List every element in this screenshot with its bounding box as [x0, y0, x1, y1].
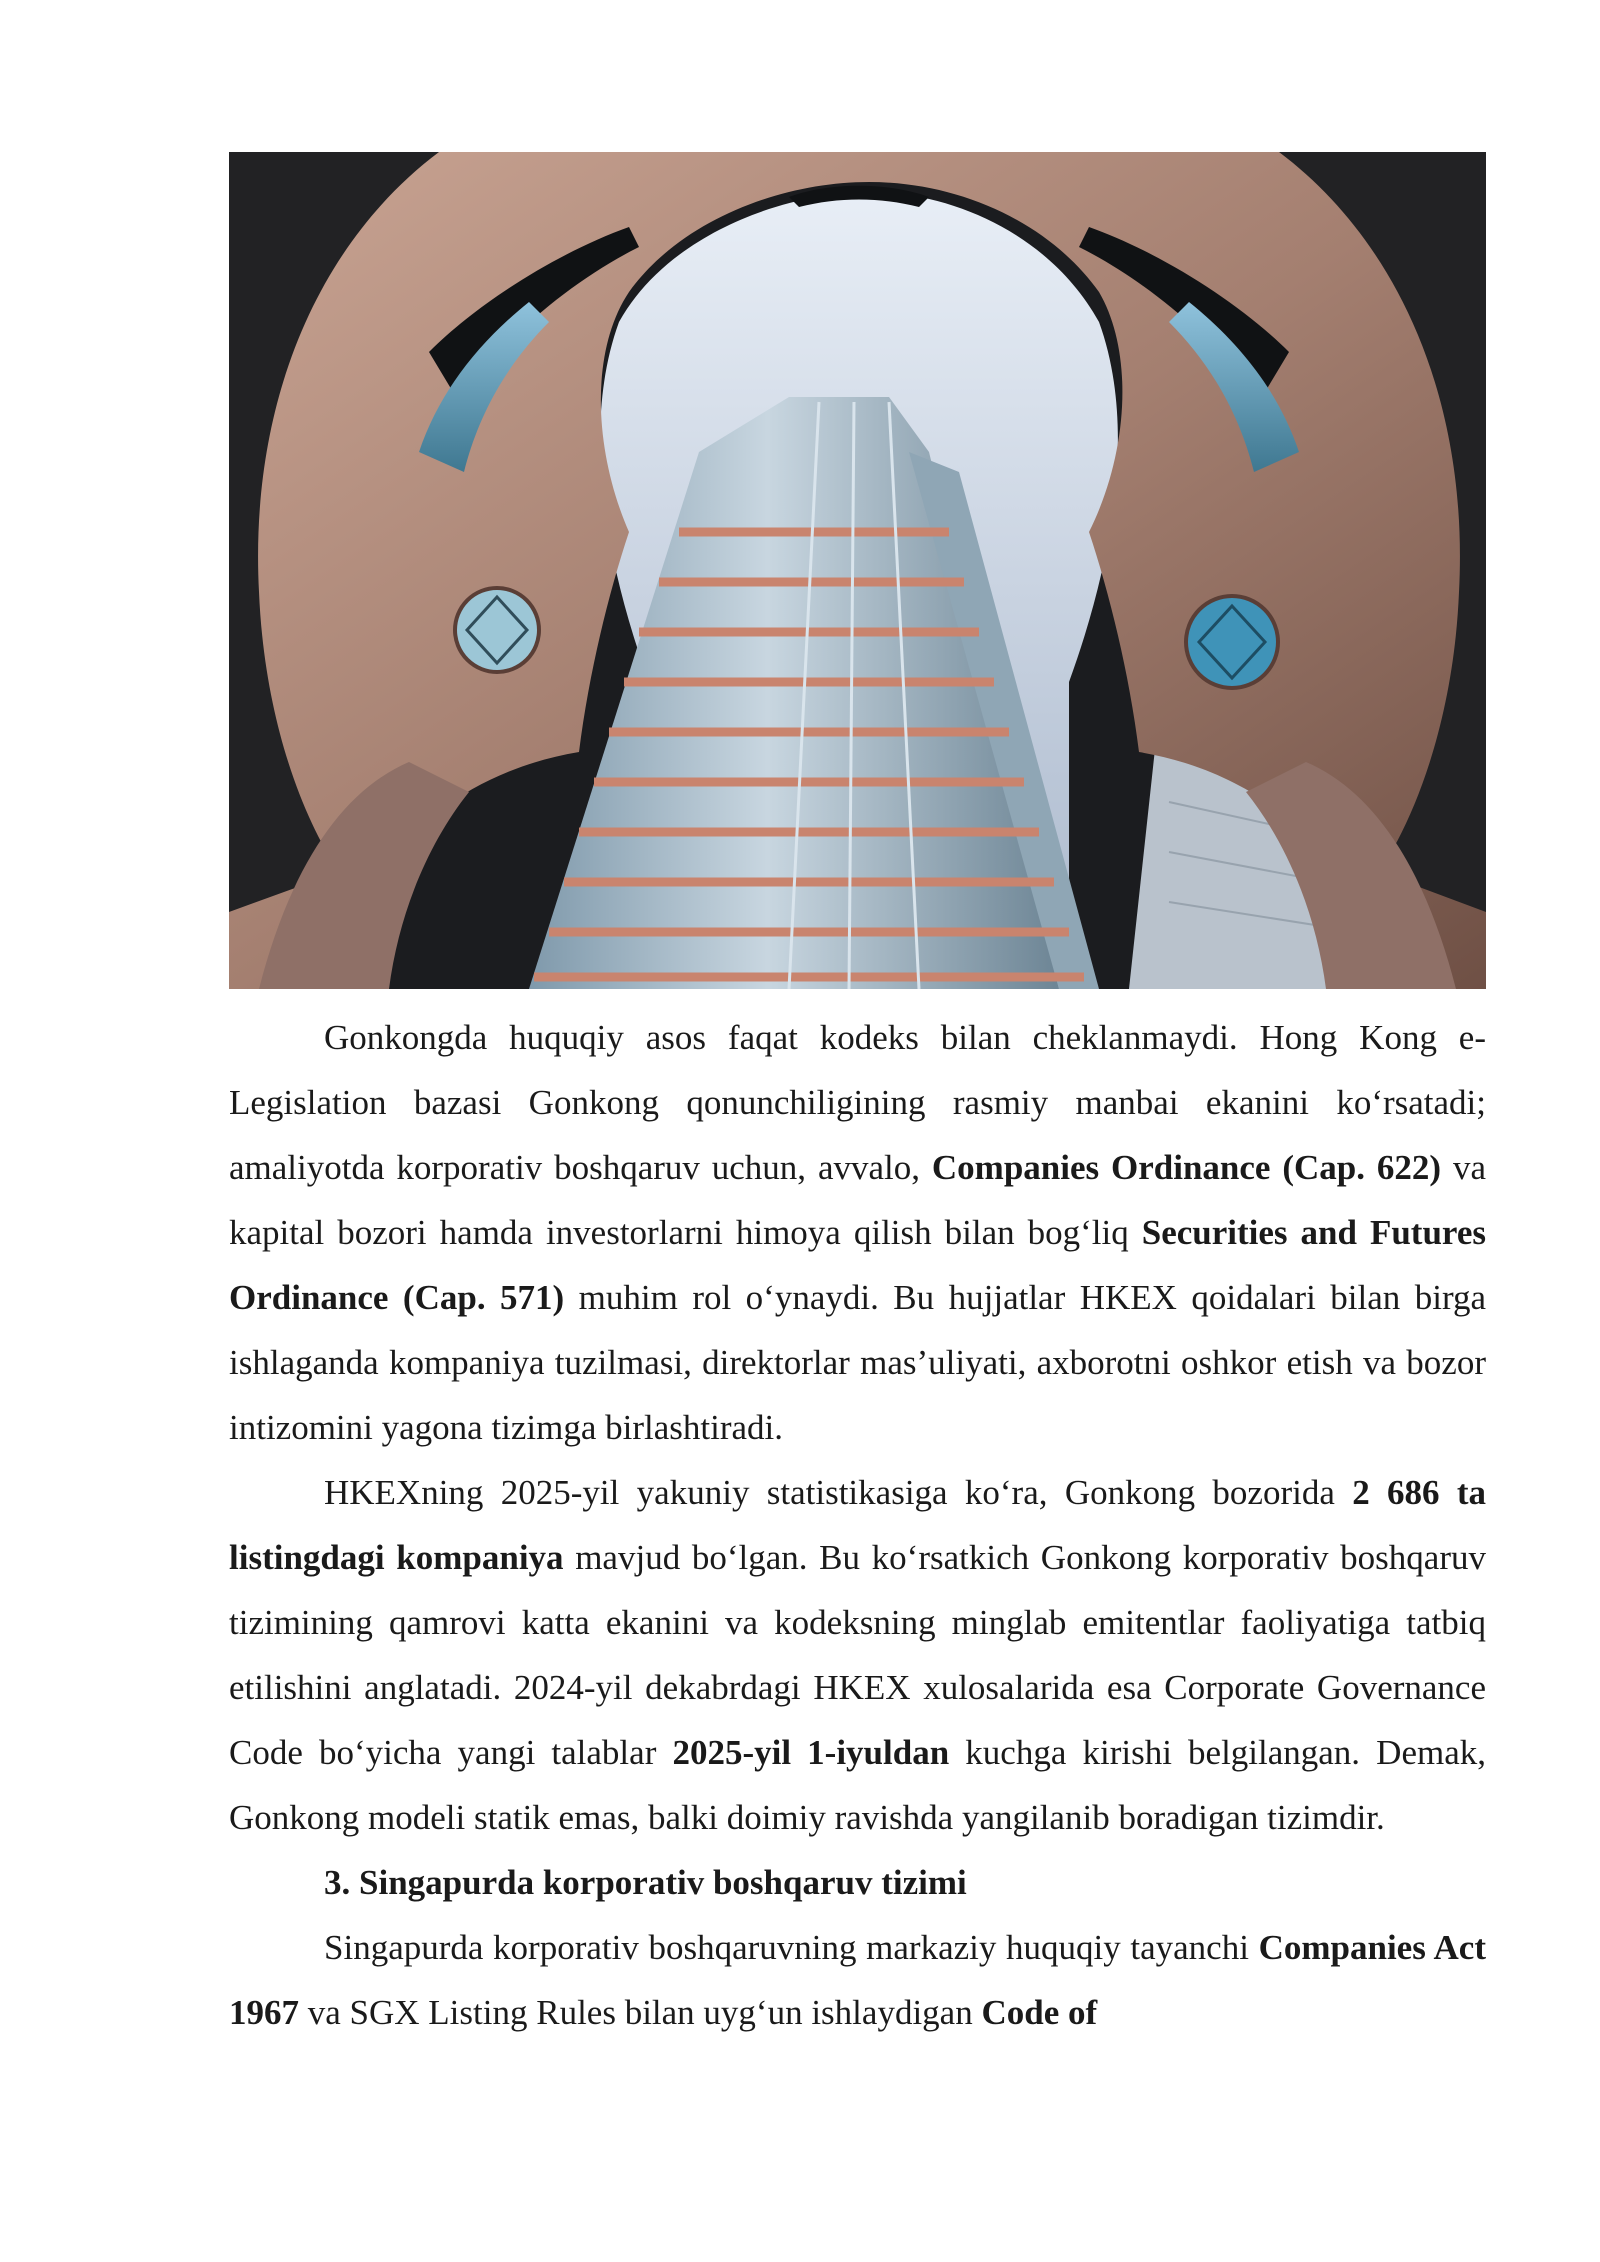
- section-heading: 3. Singapurda korporativ boshqaruv tizimi: [324, 1863, 967, 1902]
- text-run: mavjud bo‘lgan. Bu ko‘rsatkich Gonkong korporativ boshqaruv tizimining qamrovi katta ekanini va kodeksning minglab emitentlar faoliyatiga tatbiq etilishini anglatadi. 2024-yil dekabrdagi HKEX xulosalarida esa Corporate Governance Code bo‘yicha yangi talablar: [229, 1538, 1486, 1772]
- text-run: va SGX Listing Rules bilan uyg‘un ishlaydigan: [299, 1993, 982, 2032]
- bold-text-run: Securities and Futures Ordinance (Cap. 571): [229, 1213, 1486, 1317]
- skyscraper-arch-icon: [229, 152, 1486, 989]
- building-photo: [229, 152, 1486, 989]
- bold-text-run: 2025-yil 1-iyuldan: [672, 1733, 950, 1772]
- bold-text-run: Companies Ordinance (Cap. 622): [931, 1148, 1442, 1187]
- text-run: muhim rol o‘ynaydi. Bu hujjatlar HKEX qoidalari bilan birga ishlaganda kompaniya tuzilmasi, direktorlar mas’uliyati, axborotni oshkor etish va bozor intizomini yagona tizimga birlashtiradi.: [229, 1278, 1486, 1447]
- text-run: va kapital bozori hamda investorlarni himoya qilish bilan bog‘liq: [229, 1148, 1486, 1252]
- bold-text-run: Companies Act 1967: [229, 1928, 1486, 2032]
- text-run: Singapurda korporativ boshqaruvning markaziy huquqiy tayanchi: [324, 1928, 1259, 1967]
- paragraph-hkex-statistics: [229, 1460, 1486, 1850]
- text-run: kuchga kirishi belgilangan. Demak, Gonkong modeli statik emas, balki doimiy ravishda yangilanib boradigan tizimdir.: [229, 1733, 1486, 1837]
- bold-text-run: 2 686 ta listingdagi kompaniya: [229, 1473, 1486, 1577]
- text-run: HKEXning 2025-yil yakuniy statistikasiga ko‘ra, Gonkong bozorida: [324, 1473, 1353, 1512]
- document-body: [229, 1005, 1486, 2045]
- bold-text-run: Code of: [981, 1993, 1098, 2032]
- paragraph-singapore: [229, 1915, 1486, 2045]
- paragraph-legal-basis: [229, 1005, 1486, 1460]
- text-run: Gonkongda huquqiy asos faqat kodeks bilan cheklanmaydi. Hong Kong e-Legislation bazasi Gonkong qonunchiligining rasmiy manbai ekanini ko‘rsatadi; amaliyotda korporativ boshqaruv uchun, avvalo,: [229, 1018, 1486, 1187]
